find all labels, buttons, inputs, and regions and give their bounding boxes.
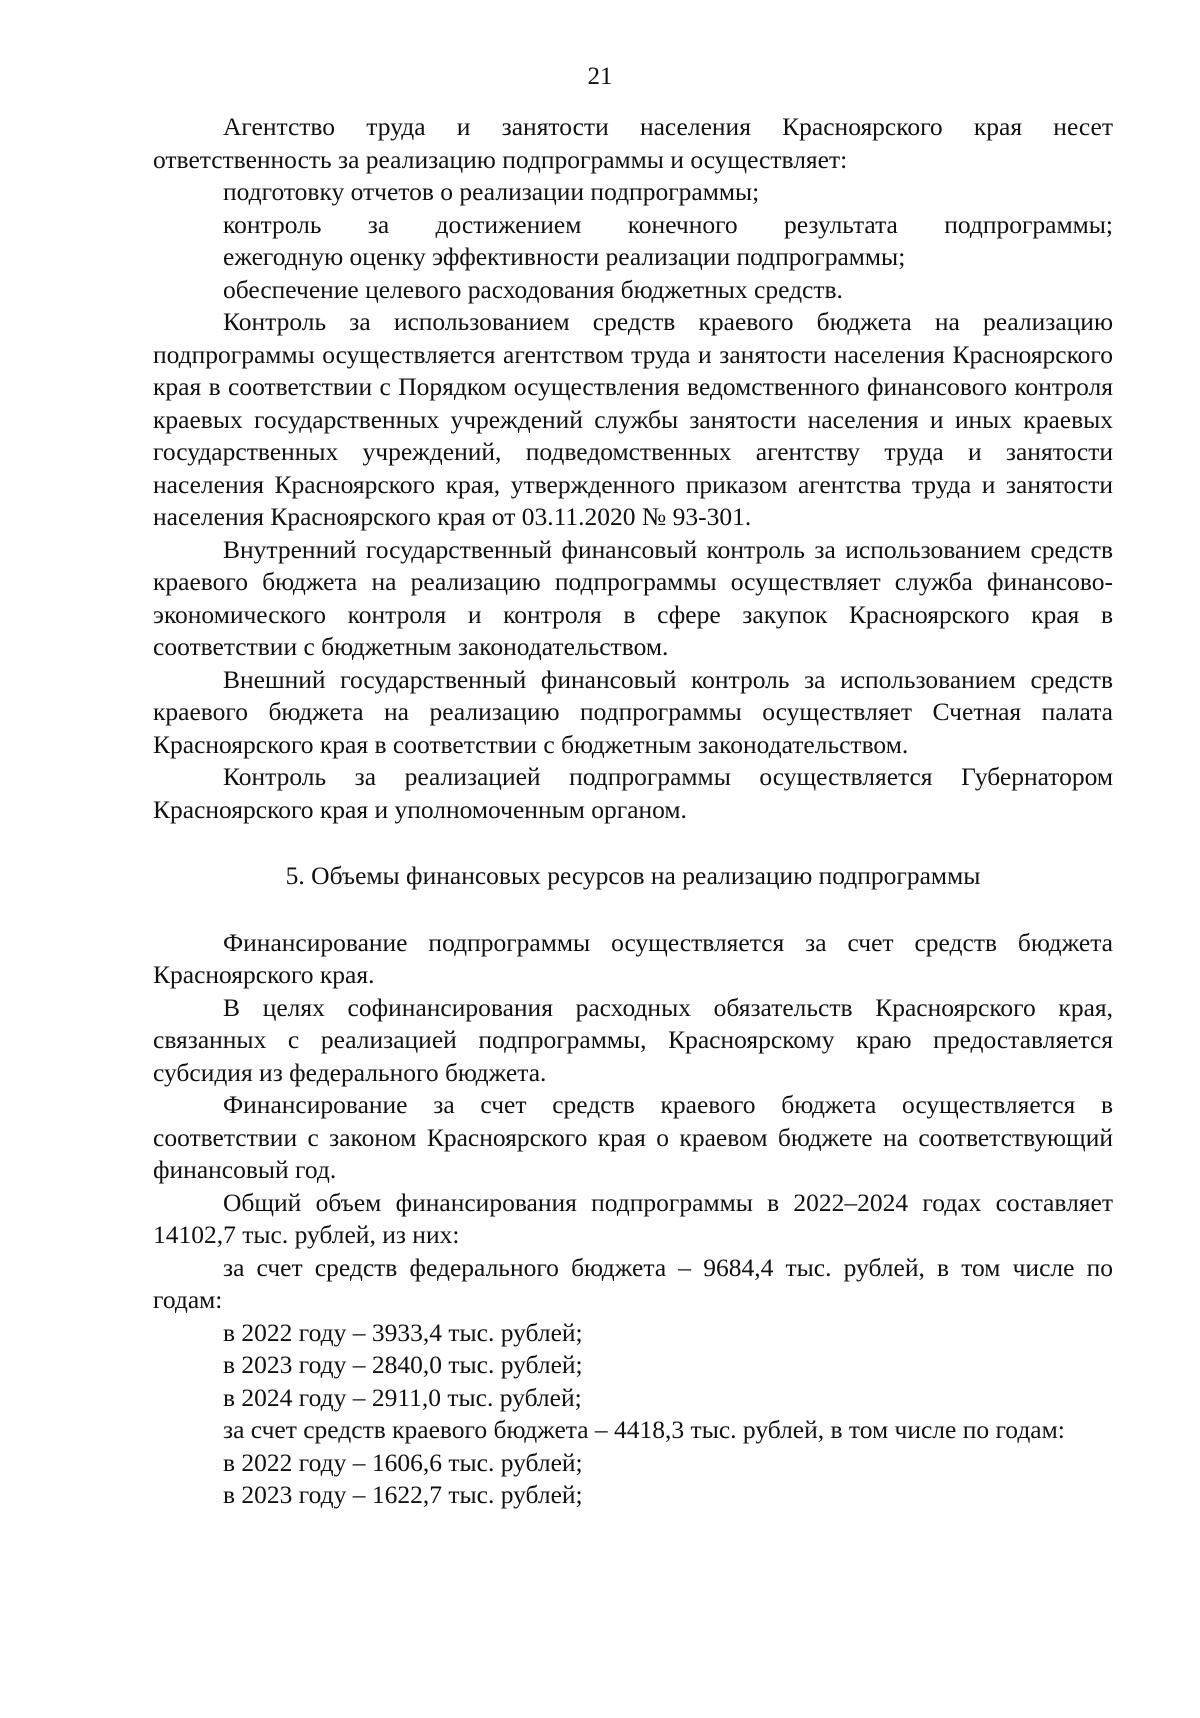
paragraph-governor-control: Контроль за реализацией подпрограммы осуществляется Губернатором Красноярского края и уполномоченным органом.: [153, 762, 1113, 824]
federal-year-2024: в 2024 году – 2911,0 тыс. рублей;: [223, 1382, 582, 1412]
list-item-control: контроль за достижением конечного результата подпрограммы;: [223, 209, 1113, 239]
regional-year-2023: в 2023 году – 1622,7 тыс. рублей;: [223, 1480, 583, 1509]
paragraph-financing-source: Финансирование подпрограммы осуществляется за счет средств бюджета Красноярского края.: [153, 927, 1113, 989]
paragraph-total-volume: Общий объем финансирования подпрограммы в 2022–2024 годах составляет 14102,7 тыс. рублей, из них:: [153, 1187, 1113, 1249]
paragraph-regional-law: Финансирование за счет средств краевого бюджета осуществляется в соответствии с законом Красноярского края о краевом бюджете на соответствующий финансовый год.: [153, 1090, 1113, 1184]
paragraph-federal-budget: за счет средств федерального бюджета – 9684,4 тыс. рублей, в том числе по годам:: [153, 1252, 1113, 1314]
list-item-reports: подготовку отчетов о реализации подпрограммы;: [223, 177, 760, 206]
document-body: [153, 111, 1113, 1512]
paragraph-external-control: Внешний государственный финансовый контроль за использованием средств краевого бюджета на реализацию подпрограммы осуществляет Счетная палата Красноярского края в соответствии с бюджетным законодательством.: [153, 664, 1113, 759]
list-item-evaluation: ежегодную оценку эффективности реализации подпрограммы;: [223, 242, 906, 271]
paragraph-departmental-control: Контроль за использованием средств краевого бюджета на реализацию подпрограммы осуществляется агентством труда и занятости населения Красноярского края в соответствии с Порядком осуществления ведомственного финансового контроля краевых государственных учреждений службы занятости населения и иных краевых государственных учреждений, подведомственных агентству труда и занятости населения Красноярского края, утвержденного приказом агентства труда и занятости населения Красноярского края от 03.11.2020 № 93-301.: [153, 307, 1113, 531]
paragraph-agency-responsibility: Агентство труда и занятости населения Красноярского края несет ответственность за реализацию подпрограммы и осуществляет:: [153, 112, 1113, 174]
list-item-targeted-spending: обеспечение целевого расходования бюджетных средств.: [223, 274, 843, 304]
paragraph-regional-budget: за счет средств краевого бюджета – 4418,3 тыс. рублей, в том числе по годам:: [223, 1415, 1065, 1444]
federal-year-2022: в 2022 году – 3933,4 тыс. рублей;: [223, 1317, 583, 1347]
federal-year-2023: в 2023 году – 2840,0 тыс. рублей;: [223, 1350, 583, 1379]
section-heading: 5. Объемы финансовых ресурсов на реализацию подпрограммы: [285, 861, 981, 890]
paragraph-cofinancing: В целях софинансирования расходных обязательств Красноярского края, связанных с реализацией подпрограммы, Красноярскому краю предоставляется субсидия из федерального бюджета.: [153, 992, 1113, 1087]
page-number: 21: [587, 63, 613, 90]
paragraph-internal-control: Внутренний государственный финансовый контроль за использованием средств краевого бюджета на реализацию подпрограммы осуществляет служба финансово-экономического контроля и контроля в сфере закупок Красноярского края в соответствии с бюджетным законодательством.: [153, 534, 1113, 661]
regional-year-2022: в 2022 году – 1606,6 тыс. рублей;: [223, 1447, 583, 1477]
